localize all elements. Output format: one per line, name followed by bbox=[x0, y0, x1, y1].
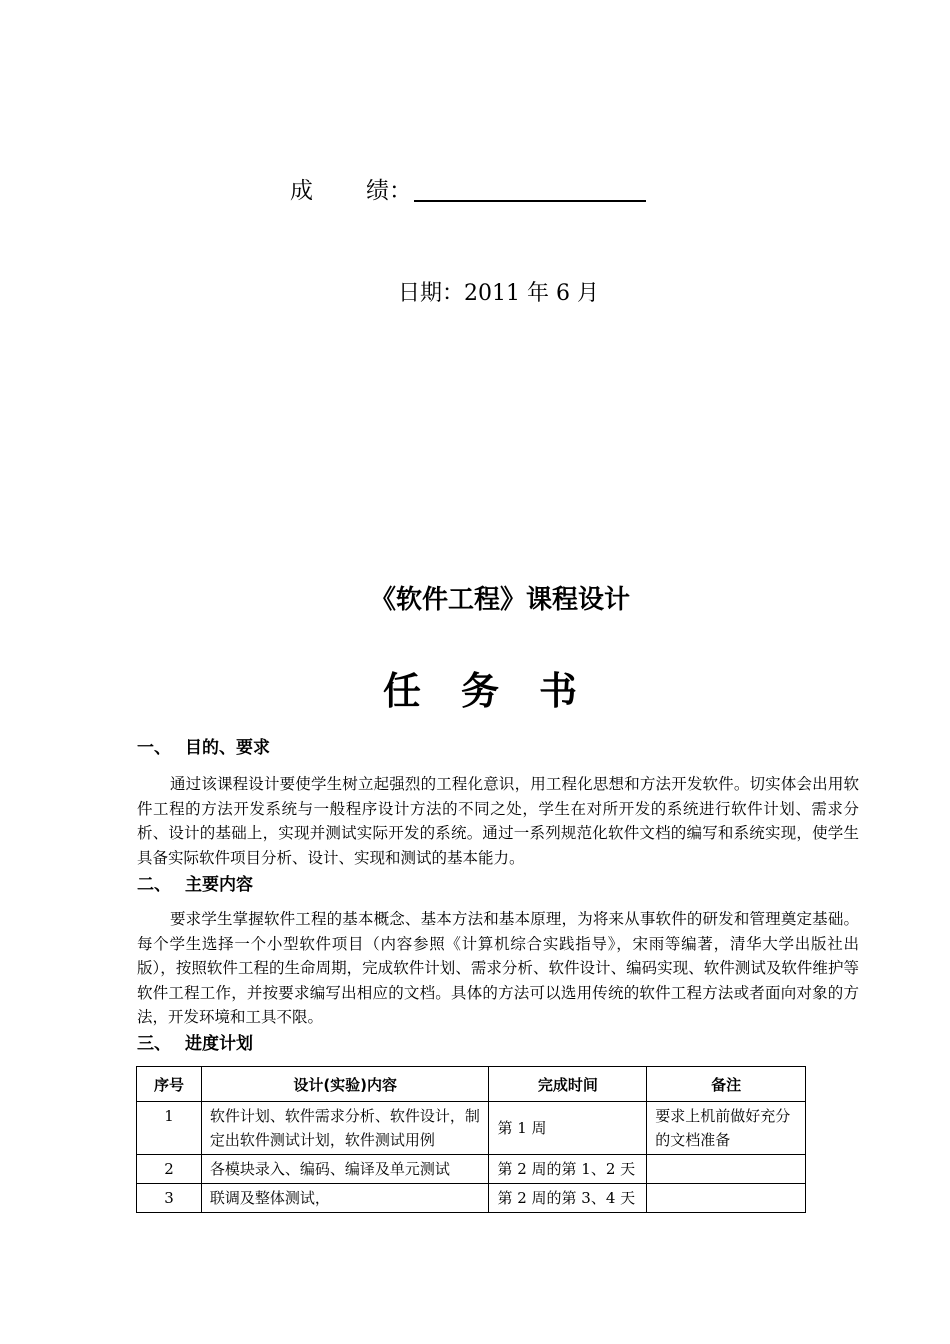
schedule-table bbox=[136, 1066, 806, 1213]
table-header-row bbox=[137, 1067, 806, 1102]
row-note bbox=[647, 1184, 806, 1213]
row-time: 第 2 周的第 3、4 天 bbox=[489, 1184, 647, 1213]
course-title: 《软件工程》课程设计 bbox=[369, 585, 630, 615]
section-number: 三、 bbox=[137, 1034, 171, 1054]
row-note bbox=[647, 1155, 806, 1184]
section-title: 目的、要求 bbox=[185, 738, 270, 758]
section-paragraph-purpose: 通过该课程设计要使学生树立起强烈的工程化意识，用工程化思想和方法开发软件。切实体会出用软件工程的方法开发系统与一般程序设计方法的不同之处，学生在对所开发的系统进行软件计划、需求分析、设计的基础上，实现并测试实际开发的系统。通过一系列规范化软件文档的编写和系统实现，使学生具备实际软件项目分析、设计、实现和测试的基本能力。 bbox=[137, 775, 859, 867]
document-title: 任务书 bbox=[382, 669, 617, 713]
section-title: 进度计划 bbox=[185, 1034, 253, 1054]
section-heading-purpose bbox=[137, 736, 270, 760]
section-paragraph-content: 要求学生掌握软件工程的基本概念、基本方法和基本原理，为将来从事软件的研发和管理奠定基础。每个学生选择一个小型软件项目（内容参照《计算机综合实践指导》，宋雨等编著，清华大学出版社出版），按照软件工程的生命周期，完成软件计划、需求分析、软件设计、编码实现、软件测试及软件维护等软件工程工作，并按要求编写出相应的文档。具体的方法可以选用传统的软件工程方法或者面向对象的方法，开发环境和工具不限。 bbox=[137, 910, 859, 1027]
grade-blank-line bbox=[414, 174, 646, 202]
table-row bbox=[137, 1102, 806, 1155]
grade-field bbox=[290, 174, 646, 208]
column-header: 完成时间 bbox=[489, 1067, 647, 1102]
section-heading-content bbox=[137, 873, 253, 897]
row-number: 3 bbox=[137, 1184, 202, 1213]
grade-label-char1: 成 bbox=[290, 178, 313, 204]
row-content: 联调及整体测试， bbox=[201, 1184, 489, 1213]
row-note: 要求上机前做好充分的文档准备 bbox=[647, 1102, 806, 1155]
table-row bbox=[137, 1155, 806, 1184]
section-title: 主要内容 bbox=[185, 875, 253, 895]
row-number: 1 bbox=[137, 1102, 202, 1155]
section-number: 一、 bbox=[137, 738, 171, 758]
section-heading-schedule bbox=[137, 1032, 253, 1056]
grade-label-char2: 绩： bbox=[366, 178, 412, 204]
row-content: 软件计划、软件需求分析、软件设计，制定出软件测试计划，软件测试用例 bbox=[201, 1102, 489, 1155]
date-line: 日期：2011 年 6 月 bbox=[398, 281, 599, 306]
row-time: 第 2 周的第 1、2 天 bbox=[489, 1155, 647, 1184]
table-row bbox=[137, 1184, 806, 1213]
column-header: 备注 bbox=[647, 1067, 806, 1102]
column-header: 序号 bbox=[137, 1067, 202, 1102]
row-time: 第 1 周 bbox=[489, 1102, 647, 1155]
row-content: 各模块录入、编码、编译及单元测试 bbox=[201, 1155, 489, 1184]
section-number: 二、 bbox=[137, 875, 171, 895]
column-header: 设计(实验)内容 bbox=[201, 1067, 489, 1102]
row-number: 2 bbox=[137, 1155, 202, 1184]
